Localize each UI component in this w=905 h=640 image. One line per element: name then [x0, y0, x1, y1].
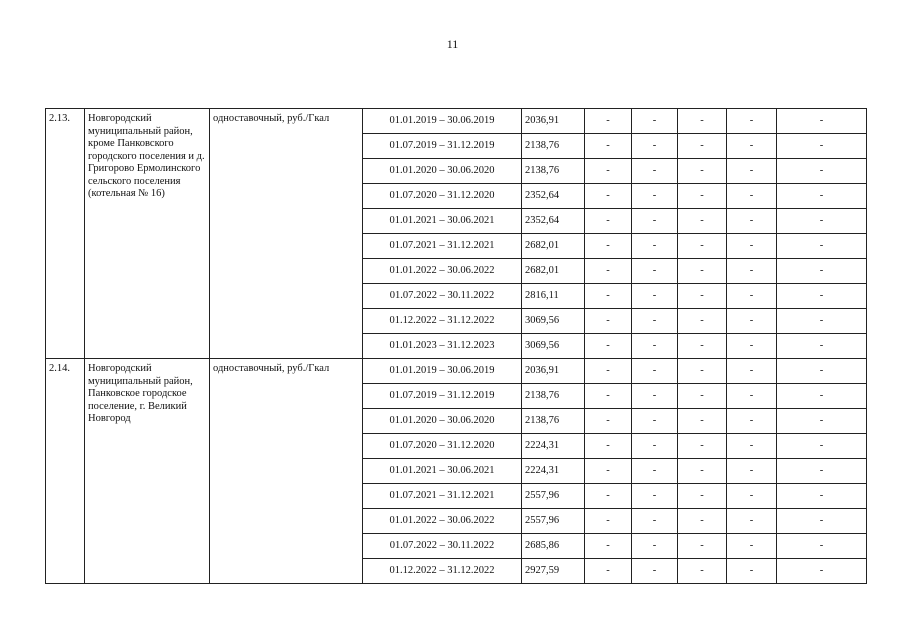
value-cell: 2352,64	[522, 184, 585, 209]
dash-cell: -	[678, 134, 727, 159]
dash-cell: -	[777, 484, 867, 509]
period-cell: 01.01.2019 – 30.06.2019	[363, 109, 522, 134]
value-cell: 2036,91	[522, 359, 585, 384]
dash-cell: -	[585, 384, 632, 409]
dash-cell: -	[777, 159, 867, 184]
dash-cell: -	[678, 384, 727, 409]
dash-cell: -	[777, 284, 867, 309]
value-cell: 2138,76	[522, 134, 585, 159]
dash-cell: -	[678, 509, 727, 534]
dash-cell: -	[678, 559, 727, 584]
dash-cell: -	[632, 384, 678, 409]
dash-cell: -	[678, 434, 727, 459]
tariff-table-body	[46, 109, 867, 584]
dash-cell: -	[727, 259, 777, 284]
dash-cell: -	[585, 409, 632, 434]
dash-cell: -	[678, 309, 727, 334]
dash-cell: -	[632, 234, 678, 259]
dash-cell: -	[777, 209, 867, 234]
dash-cell: -	[777, 359, 867, 384]
value-cell: 2927,59	[522, 559, 585, 584]
dash-cell: -	[727, 284, 777, 309]
dash-cell: -	[632, 309, 678, 334]
dash-cell: -	[678, 334, 727, 359]
dash-cell: -	[585, 334, 632, 359]
dash-cell: -	[727, 509, 777, 534]
value-cell: 2557,96	[522, 484, 585, 509]
value-cell: 2138,76	[522, 384, 585, 409]
dash-cell: -	[777, 384, 867, 409]
dash-cell: -	[678, 159, 727, 184]
dash-cell: -	[632, 184, 678, 209]
dash-cell: -	[632, 509, 678, 534]
dash-cell: -	[632, 109, 678, 134]
dash-cell: -	[727, 384, 777, 409]
value-cell: 2036,91	[522, 109, 585, 134]
dash-cell: -	[585, 309, 632, 334]
dash-cell: -	[585, 509, 632, 534]
period-cell: 01.07.2020 – 31.12.2020	[363, 184, 522, 209]
tariff-kind: одноставочный, руб./Гкал	[210, 109, 363, 359]
value-cell: 2682,01	[522, 259, 585, 284]
dash-cell: -	[678, 184, 727, 209]
dash-cell: -	[585, 434, 632, 459]
dash-cell: -	[777, 334, 867, 359]
value-cell: 2682,01	[522, 234, 585, 259]
dash-cell: -	[585, 209, 632, 234]
group-number: 2.14.	[46, 359, 85, 584]
period-cell: 01.01.2022 – 30.06.2022	[363, 259, 522, 284]
dash-cell: -	[678, 234, 727, 259]
dash-cell: -	[727, 234, 777, 259]
dash-cell: -	[632, 359, 678, 384]
dash-cell: -	[678, 359, 727, 384]
dash-cell: -	[632, 334, 678, 359]
dash-cell: -	[585, 134, 632, 159]
dash-cell: -	[678, 259, 727, 284]
value-cell: 2138,76	[522, 409, 585, 434]
period-cell: 01.07.2022 – 30.11.2022	[363, 534, 522, 559]
period-cell: 01.01.2019 – 30.06.2019	[363, 359, 522, 384]
period-cell: 01.07.2022 – 30.11.2022	[363, 284, 522, 309]
dash-cell: -	[727, 534, 777, 559]
dash-cell: -	[777, 534, 867, 559]
dash-cell: -	[585, 534, 632, 559]
dash-cell: -	[585, 159, 632, 184]
dash-cell: -	[632, 484, 678, 509]
period-cell: 01.12.2022 – 31.12.2022	[363, 309, 522, 334]
dash-cell: -	[727, 134, 777, 159]
period-cell: 01.07.2019 – 31.12.2019	[363, 134, 522, 159]
period-cell: 01.01.2021 – 30.06.2021	[363, 209, 522, 234]
dash-cell: -	[632, 409, 678, 434]
dash-cell: -	[678, 534, 727, 559]
dash-cell: -	[585, 484, 632, 509]
dash-cell: -	[777, 309, 867, 334]
dash-cell: -	[727, 559, 777, 584]
value-cell: 2224,31	[522, 434, 585, 459]
page-number: 11	[446, 37, 459, 51]
dash-cell: -	[585, 284, 632, 309]
dash-cell: -	[585, 234, 632, 259]
period-cell: 01.01.2021 – 30.06.2021	[363, 459, 522, 484]
dash-cell: -	[632, 534, 678, 559]
value-cell: 3069,56	[522, 334, 585, 359]
dash-cell: -	[585, 459, 632, 484]
dash-cell: -	[585, 559, 632, 584]
dash-cell: -	[777, 509, 867, 534]
dash-cell: -	[727, 359, 777, 384]
dash-cell: -	[678, 209, 727, 234]
dash-cell: -	[777, 234, 867, 259]
dash-cell: -	[777, 259, 867, 284]
dash-cell: -	[777, 434, 867, 459]
value-cell: 2224,31	[522, 459, 585, 484]
dash-cell: -	[727, 184, 777, 209]
dash-cell: -	[585, 359, 632, 384]
dash-cell: -	[585, 109, 632, 134]
dash-cell: -	[632, 434, 678, 459]
period-cell: 01.01.2023 – 31.12.2023	[363, 334, 522, 359]
dash-cell: -	[727, 459, 777, 484]
value-cell: 2352,64	[522, 209, 585, 234]
dash-cell: -	[777, 109, 867, 134]
dash-cell: -	[727, 409, 777, 434]
dash-cell: -	[727, 309, 777, 334]
dash-cell: -	[727, 109, 777, 134]
tariff-table	[45, 108, 867, 584]
value-cell: 2685,86	[522, 534, 585, 559]
table-row	[46, 359, 867, 384]
dash-cell: -	[678, 459, 727, 484]
period-cell: 01.01.2022 – 30.06.2022	[363, 509, 522, 534]
dash-cell: -	[585, 184, 632, 209]
dash-cell: -	[678, 409, 727, 434]
table-row	[46, 109, 867, 134]
value-cell: 2557,96	[522, 509, 585, 534]
dash-cell: -	[632, 134, 678, 159]
group-name: Новгородский муниципальный район, Панковское городское поселение, г. Великий Новгород	[85, 359, 210, 584]
dash-cell: -	[632, 459, 678, 484]
dash-cell: -	[678, 484, 727, 509]
dash-cell: -	[777, 559, 867, 584]
period-cell: 01.07.2019 – 31.12.2019	[363, 384, 522, 409]
value-cell: 2138,76	[522, 159, 585, 184]
period-cell: 01.12.2022 – 31.12.2022	[363, 559, 522, 584]
tariff-kind: одноставочный, руб./Гкал	[210, 359, 363, 584]
period-cell: 01.07.2020 – 31.12.2020	[363, 434, 522, 459]
dash-cell: -	[678, 284, 727, 309]
dash-cell: -	[727, 334, 777, 359]
dash-cell: -	[727, 484, 777, 509]
period-cell: 01.07.2021 – 31.12.2021	[363, 234, 522, 259]
dash-cell: -	[678, 109, 727, 134]
dash-cell: -	[727, 159, 777, 184]
dash-cell: -	[585, 259, 632, 284]
value-cell: 3069,56	[522, 309, 585, 334]
period-cell: 01.01.2020 – 30.06.2020	[363, 159, 522, 184]
dash-cell: -	[727, 434, 777, 459]
group-number: 2.13.	[46, 109, 85, 359]
dash-cell: -	[632, 284, 678, 309]
period-cell: 01.01.2020 – 30.06.2020	[363, 409, 522, 434]
dash-cell: -	[727, 209, 777, 234]
dash-cell: -	[777, 459, 867, 484]
dash-cell: -	[632, 259, 678, 284]
dash-cell: -	[777, 134, 867, 159]
dash-cell: -	[632, 159, 678, 184]
group-name: Новгородский муниципальный район, кроме Панковского городского поселения и д. Григорово Ермолинского сельского поселения (котельная № 16)	[85, 109, 210, 359]
dash-cell: -	[777, 409, 867, 434]
period-cell: 01.07.2021 – 31.12.2021	[363, 484, 522, 509]
dash-cell: -	[777, 184, 867, 209]
dash-cell: -	[632, 559, 678, 584]
dash-cell: -	[632, 209, 678, 234]
value-cell: 2816,11	[522, 284, 585, 309]
